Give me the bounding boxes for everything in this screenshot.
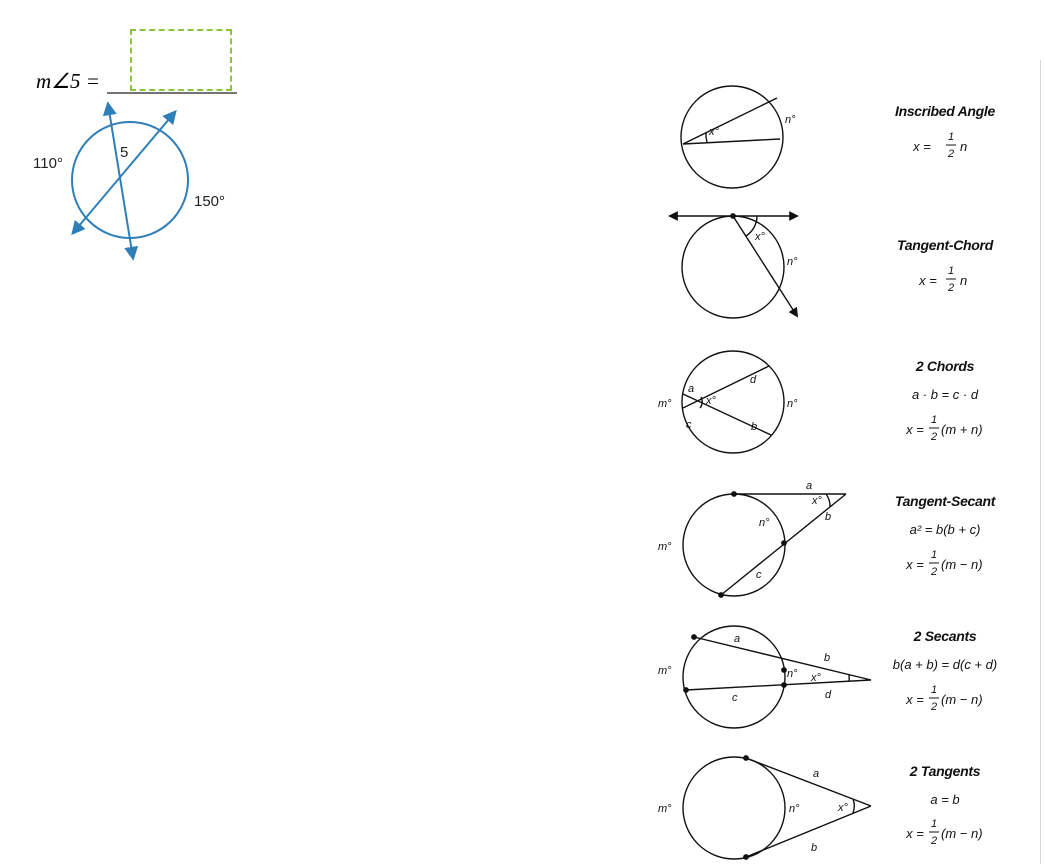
d5-c-label: c [732, 692, 738, 704]
svg-text:(m + n): (m + n) [941, 422, 983, 437]
d6-m-label: m° [658, 803, 672, 815]
svg-text:x =: x = [906, 826, 924, 841]
d3-m-label: m° [658, 398, 672, 410]
d3-n-label: n° [787, 398, 798, 410]
formula-tangent-secant-angle [905, 549, 982, 578]
svg-text:2: 2 [947, 148, 955, 160]
d6-b-label: b [811, 842, 818, 854]
d3-c-label: c [686, 419, 692, 431]
svg-text:1: 1 [930, 414, 938, 426]
d4-x-label: x° [812, 495, 822, 507]
formula-2-secants-angle [905, 684, 982, 713]
d5-d-label: d [825, 689, 832, 701]
svg-text:x =: x = [906, 557, 924, 572]
arc-150-label: 150° [194, 193, 226, 210]
formula-2-secants-length: b(a + b) = d(c + d) [892, 657, 998, 672]
svg-text:2: 2 [930, 566, 938, 578]
d1-x-label: x° [709, 126, 719, 138]
diagram-inscribed-angle [681, 86, 783, 188]
svg-text:1: 1 [947, 131, 955, 143]
theorem-title-tangent-secant: Tangent-Secant [894, 493, 996, 509]
d6-a-label: a [813, 768, 820, 780]
svg-text:1: 1 [930, 818, 938, 830]
d3-a-label: a [688, 383, 695, 395]
d5-n-label: n° [787, 668, 798, 680]
formula-2-chords-product: a · b = c · d [911, 387, 979, 402]
d3-d-label: d [750, 374, 757, 386]
svg-text:2: 2 [930, 431, 938, 443]
diagram-tangent-chord [670, 214, 797, 318]
reference-diagram-labels [658, 114, 849, 854]
d4-b-label: b [825, 511, 832, 523]
diagram-two-chords [682, 351, 784, 453]
theorem-title-inscribed-angle: Inscribed Angle [894, 103, 996, 119]
svg-text:2: 2 [930, 701, 938, 713]
answer-input-box[interactable] [130, 29, 232, 91]
svg-text:(m − n): (m − n) [941, 692, 983, 707]
svg-text:x =: x = [913, 139, 931, 154]
svg-text:1: 1 [947, 265, 955, 277]
diagram-tangent-secant [683, 492, 846, 597]
formula-2-tangents-angle [905, 818, 982, 847]
d5-x-label: x° [811, 672, 821, 684]
angle-5-label: 5 [120, 144, 129, 161]
svg-text:n: n [960, 139, 968, 154]
formula-tangent-chord [918, 265, 967, 294]
d4-n-label: n° [759, 517, 770, 529]
d5-a-label: a [734, 633, 741, 645]
theorem-title-2-secants: 2 Secants [913, 628, 977, 644]
d4-a-label: a [806, 480, 813, 492]
formula-inscribed-angle [912, 131, 967, 160]
svg-text:n: n [960, 273, 968, 288]
d2-n-label: n° [787, 256, 798, 268]
svg-text:1: 1 [930, 684, 938, 696]
d1-n-label: n° [785, 114, 796, 126]
question-circle [72, 122, 188, 238]
svg-text:(m − n): (m − n) [941, 826, 983, 841]
page-edge-divider [1040, 60, 1041, 864]
formula-2-chords-angle [905, 414, 982, 443]
d5-b-label: b [824, 652, 831, 664]
d3-x-label: x° [706, 395, 716, 407]
svg-text:2: 2 [947, 282, 955, 294]
svg-text:x =: x = [906, 692, 924, 707]
theorem-title-2-chords: 2 Chords [915, 358, 975, 374]
formula-tangent-secant-length: a² = b(b + c) [909, 522, 981, 537]
svg-text:2: 2 [930, 835, 938, 847]
d4-c-label: c [756, 569, 762, 581]
formula-2-tangents-length: a = b [930, 792, 960, 807]
d4-m-label: m° [658, 541, 672, 553]
question-diagram [33, 104, 225, 258]
arc-110-label: 110° [33, 155, 63, 172]
question-area [33, 69, 237, 258]
reference-diagrams [670, 86, 871, 859]
secant-line-2 [73, 112, 175, 233]
question-label: m∠5 = [36, 69, 100, 93]
diagram-two-secants [683, 626, 871, 728]
theorem-title-2-tangents: 2 Tangents [909, 763, 981, 779]
d6-x-label: x° [838, 802, 848, 814]
theorem-title-tangent-chord: Tangent-Chord [897, 237, 993, 253]
svg-text:1: 1 [930, 549, 938, 561]
theorem-list [893, 103, 997, 847]
d6-n-label: n° [789, 803, 800, 815]
d5-m-label: m° [658, 665, 672, 677]
svg-text:x =: x = [919, 273, 937, 288]
svg-text:(m − n): (m − n) [941, 557, 983, 572]
d3-b-label: b [751, 421, 758, 433]
d2-x-label: x° [755, 231, 765, 243]
svg-text:x =: x = [906, 422, 924, 437]
